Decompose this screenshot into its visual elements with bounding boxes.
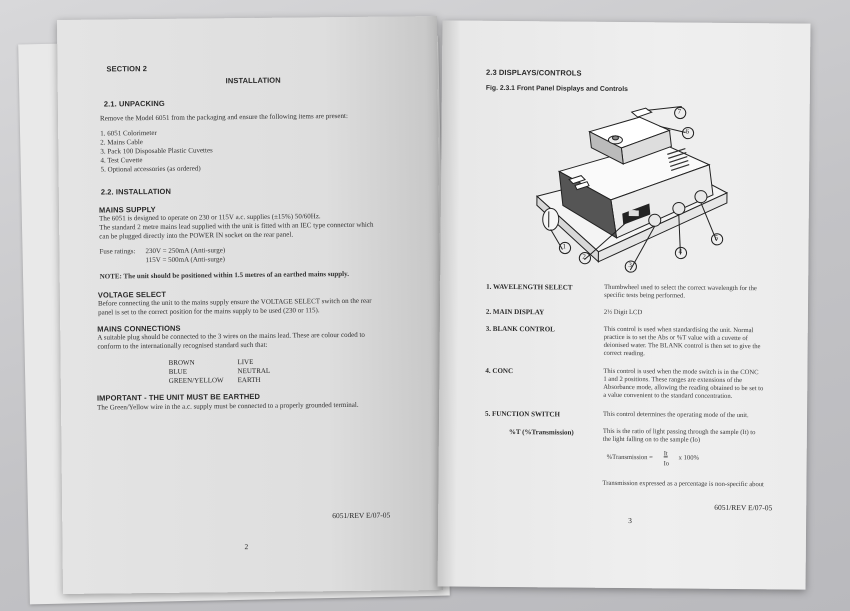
list-item: 2. Mains Cable (100, 138, 143, 147)
figure-caption: Fig. 2.3.1 Front Panel Displays and Controls (485, 84, 628, 94)
formula-denominator: Io (663, 460, 670, 468)
section-label: SECTION 2 (106, 64, 148, 74)
installation-heading: 2.2. INSTALLATION (100, 186, 172, 197)
control-label: 1. WAVELENGTH SELECT (486, 282, 573, 292)
displays-heading: 2.3 DISPLAYS/CONTROLS (485, 67, 582, 78)
fuse-rating-115: 115V = 500mA (Anti-surge) (145, 255, 226, 265)
control-description: Thumbwheel used to select the correct wavelength for the specific tests being performed. (604, 283, 757, 300)
formula-right: x 100% (678, 454, 700, 462)
transmission-note: Transmission expressed as a percentage is non-specific about (602, 479, 764, 489)
control-label: 5. FUNCTION SWITCH (485, 409, 560, 419)
mains-connections-heading: MAINS CONNECTIONS (97, 323, 181, 334)
transmission-label: %T (%Transmission) (508, 428, 574, 437)
control-description: This control is used when the mode switch is in the CONC 1 and 2 positions. These ranges are extensions of the Absorbance mode, allowing the reading obtained to be set to a value convenient to the standard concentration. (603, 367, 764, 400)
callout-2: 2 (578, 252, 591, 270)
footer-reference: 6051/REV E/07-05 (332, 510, 391, 521)
callout-7: 7 (674, 106, 687, 124)
fuse-rating-230: 230V = 250mA (Anti-surge) (145, 246, 226, 256)
left-page (57, 16, 443, 594)
voltage-select-heading: VOLTAGE SELECT (97, 289, 167, 300)
fuse-label: Fuse ratings: (99, 247, 136, 256)
formula-left: %Transmission = (606, 453, 653, 462)
mains-connections-text: A suitable plug should be connected to the 3 wires on the mains lead. These are colour coded to conform to the internationally recognised standard such that: (97, 330, 365, 351)
list-item: 1. 6051 Colorimeter (100, 128, 157, 138)
table-row: BLUE NEUTRAL (168, 366, 271, 376)
callout-3: 3 (624, 260, 637, 278)
list-item: 4. Test Cuvette (100, 156, 143, 165)
formula-numerator: It (663, 450, 668, 458)
unpacking-intro: Remove the Model 6051 from the packaging and ensure the following items are present: (99, 111, 348, 123)
callout-4: 4 (674, 246, 687, 264)
callout-1: 1 (558, 241, 571, 259)
control-label: 4. CONC (485, 366, 514, 376)
positioning-note: NOTE: The unit should be positioned within 1.5 metres of an earthed mains supply. (99, 269, 349, 281)
control-label: 3. BLANK CONTROL (485, 324, 555, 334)
footer-reference: 6051/REV E/07-05 (714, 502, 773, 513)
mains-supply-text: The 6051 is designed to operate on 230 or 115V a.c. supplies (±15%) 50/60Hz. The standard 2 metre mains lead supplied with the unit is fitted with an IEC type connector which can be plugged directly into the POWER IN socket on the rear panel. (99, 212, 374, 241)
callout-6: 6 (681, 126, 694, 144)
page-number: 2 (244, 542, 249, 552)
table-row: BROWN LIVE (168, 357, 254, 367)
control-description: This control determines the operating mode of the unit. (603, 410, 749, 420)
wire-colour-table (169, 358, 285, 386)
table-row: GREEN/YELLOW EARTH (168, 375, 261, 385)
page-number: 3 (628, 516, 632, 526)
page-title: INSTALLATION (225, 75, 281, 86)
right-page (438, 20, 811, 589)
list-item: 5. Optional accessories (as ordered) (100, 164, 201, 174)
transmission-description: This is the ratio of light passing through the sample (It) to the light falling on to the sample (Io) (602, 427, 756, 444)
voltage-select-text: Before connecting the unit to the mains supply ensure the VOLTAGE SELECT switch on the rear panel is set to the correct position for the mains supply to be used (230 or 115). (97, 296, 372, 317)
control-description: 2½ Digit LCD (603, 308, 643, 317)
control-description: This control is used when standardising the unit. Normal practice is to set the Abs or %T value with a cuvette of deionised water. The BLANK control is then set to give the correct reading. (603, 325, 761, 358)
mains-supply-heading: MAINS SUPPLY (98, 204, 156, 215)
colorimeter-illustration (518, 101, 739, 273)
callout-5: 5 (710, 233, 723, 251)
items-list (100, 128, 213, 174)
control-label: 2. MAIN DISPLAY (485, 307, 545, 317)
unpacking-heading: 2.1. UNPACKING (103, 98, 165, 109)
earthing-warning: IMPORTANT - THE UNIT MUST BE EARTHED (96, 391, 261, 403)
list-item: 3. Pack 100 Disposable Plastic Cuvettes (100, 146, 213, 156)
earthing-text: The Green/Yellow wire in the a.c. supply must be connected to a properly grounded terminal. (97, 400, 359, 412)
